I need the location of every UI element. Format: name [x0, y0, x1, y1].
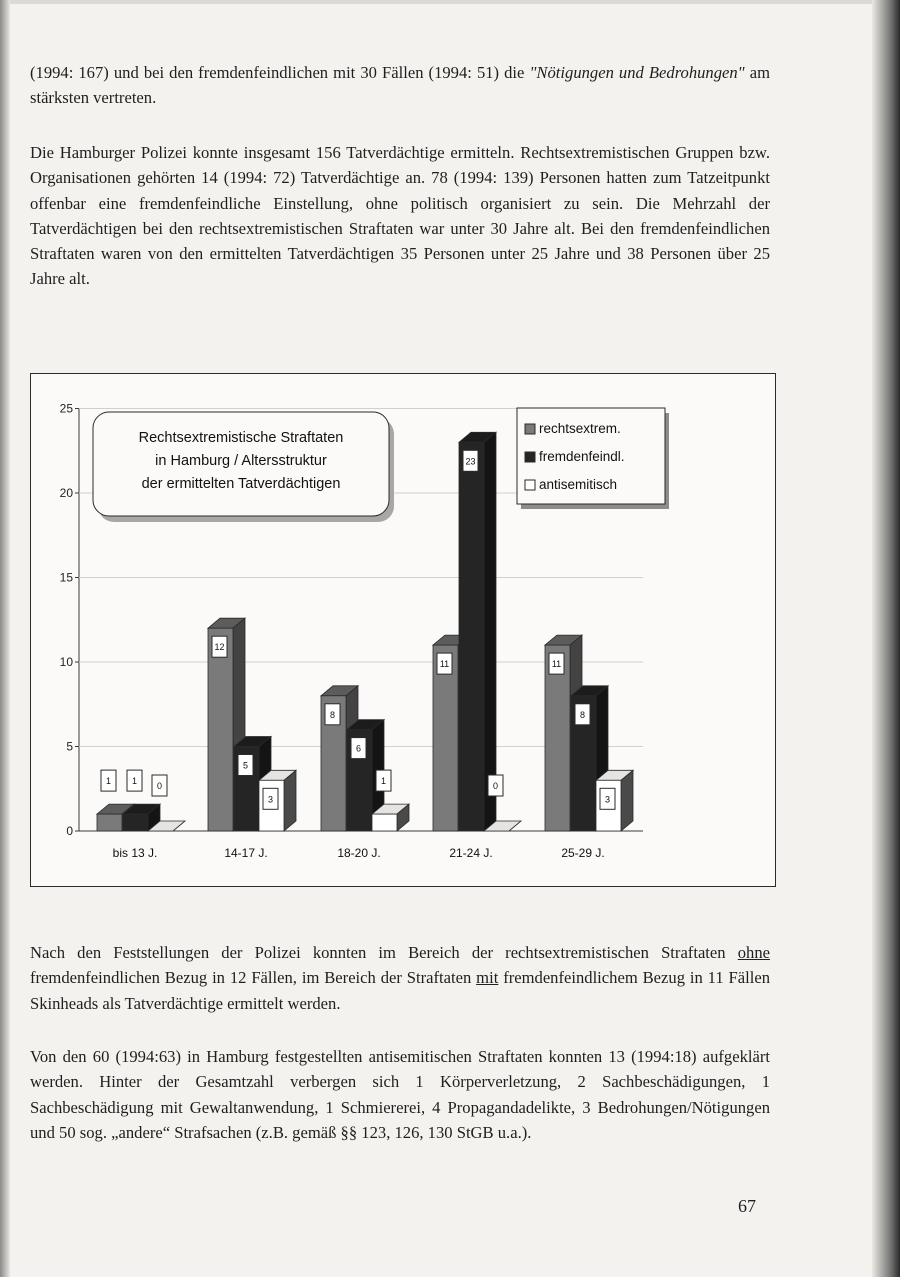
- legend-swatch: [525, 480, 535, 490]
- bar-value-label: 8: [329, 709, 336, 720]
- chart-frame: [30, 373, 776, 887]
- legend-swatch: [525, 452, 535, 462]
- legend-label: fremdenfeindl.: [539, 449, 625, 464]
- p1-text-a: (1994: 167) und bei den fremdenfeindlichen mit 30 Fällen (1994: 51) die: [30, 63, 530, 82]
- paragraph-suspects: Die Hamburger Polizei konnte insgesamt 156 Tatverdächtige ermitteln. Rechtsextremistischen Gruppen bzw. Organisationen gehörten 14 (1994: 72) Tatverdächtige an. 78 (1994: 139) Personen hatten zum Tatzeitpunkt offenbar eine fremdenfeindliche Einstellung, ohne politisch organisiert zu sein. Die Mehrzahl der Tatverdächtigen bei den rechtsextremistischen Straftaten war unter 30 Jahre alt. Bei den fremdenfeindlichen Straftaten waren von den ermittelten Tatverdächtigen 35 Personen unter 25 Jahre und 38 Personen über 25 Jahre alt.: [30, 143, 770, 289]
- bar-value-label: 11: [439, 659, 450, 670]
- p3-underline-mit: mit: [476, 968, 499, 988]
- bar-value-label: 23: [465, 456, 476, 467]
- x-tick-label: 21-24 J.: [449, 846, 493, 860]
- bar-value-label: 3: [604, 794, 611, 805]
- bar-front-face: [208, 628, 233, 831]
- bar-front-face: [372, 814, 397, 831]
- bar-front-face: [123, 814, 148, 831]
- bar-value-label: 1: [105, 776, 112, 787]
- bar-value-label: 6: [355, 743, 362, 754]
- y-tick-label: 15: [59, 570, 73, 585]
- paragraph-antisemitic: Von den 60 (1994:63) in Hamburg festgestellten antisemitischen Straftaten konnten 13 (1994:18) aufgeklärt werden. Hinter der Gesamtzahl verbergen sich 1 Körperverletzung, 2 Sachbeschädigungen, 1 Sachbeschädigung mit Gewaltanwendung, 1 Schmiererei, 4 Propagandadelikte, 3 Bedrohungen/Nötigungen und 50 sog. „andere“ Strafsachen (z.B. gemäß §§ 123, 126, 130 StGB u.a.).: [30, 1047, 770, 1142]
- y-tick-label: 5: [66, 739, 73, 754]
- x-tick-label: 14-17 J.: [224, 846, 268, 860]
- x-tick-label: 18-20 J.: [337, 846, 381, 860]
- p3-text-b: fremdenfeindlichen Bezug in 12 Fällen, im Bereich der Straftaten: [30, 968, 477, 988]
- x-tick-label: 25-29 J.: [561, 846, 605, 860]
- x-tick-label: bis 13 J.: [112, 846, 158, 860]
- bar-front-face: [97, 814, 122, 831]
- paragraph-intro: [30, 60, 770, 111]
- p1-text-b: am stärksten vertreten.: [30, 63, 770, 108]
- bar-value-label: 1: [131, 776, 138, 787]
- bar-side-face: [484, 432, 499, 831]
- bar-side-face: [621, 770, 633, 831]
- page-edge-left: [0, 0, 10, 1277]
- bar-side-face: [284, 770, 296, 831]
- p3-underline-ohne: ohne: [737, 943, 770, 962]
- chart-title-line: in Hamburg / Altersstruktur: [155, 453, 327, 469]
- y-tick-label: 20: [59, 486, 73, 500]
- page-number: 67: [738, 1196, 756, 1216]
- bar-chart: [31, 374, 774, 885]
- bar-value-label: 8: [579, 709, 586, 720]
- bar-front-face: [459, 442, 484, 831]
- legend-label: antisemitisch: [539, 477, 618, 492]
- legend-label: rechtsextrem.: [539, 421, 621, 436]
- chart-title-line: Rechtsextremistische Straftaten: [138, 430, 344, 446]
- bar-value-label: 5: [242, 760, 249, 771]
- page-top-edge: [10, 0, 872, 4]
- chart-title-line: der ermittelten Tatverdächtigen: [141, 476, 341, 492]
- bar-value-label: 0: [492, 781, 499, 791]
- bar-value-label: 12: [214, 642, 225, 653]
- p1-italic-quote: "Nötigungen und Bedrohungen": [529, 63, 745, 82]
- page-edge-right: [872, 0, 900, 1277]
- y-tick-label: 10: [59, 655, 73, 669]
- bar-value-label: 1: [380, 776, 387, 787]
- bar-value-label: 11: [551, 659, 562, 670]
- p3-text-c: fremdenfeindlichem Bezug in 11 Fällen Skinheads als Tatverdächtige ermittelt werden.: [30, 968, 770, 1013]
- legend-swatch: [525, 424, 535, 434]
- p3-text-a: Nach den Feststellungen der Polizei konnten im Bereich der rechtsextremistischen Straftaten: [30, 943, 738, 962]
- bar-value-label: 0: [156, 781, 163, 791]
- y-tick-label: 0: [66, 824, 73, 838]
- bar-value-label: 3: [267, 794, 274, 805]
- y-tick-label: 25: [59, 401, 73, 416]
- paragraph-skinheads: [30, 940, 770, 1016]
